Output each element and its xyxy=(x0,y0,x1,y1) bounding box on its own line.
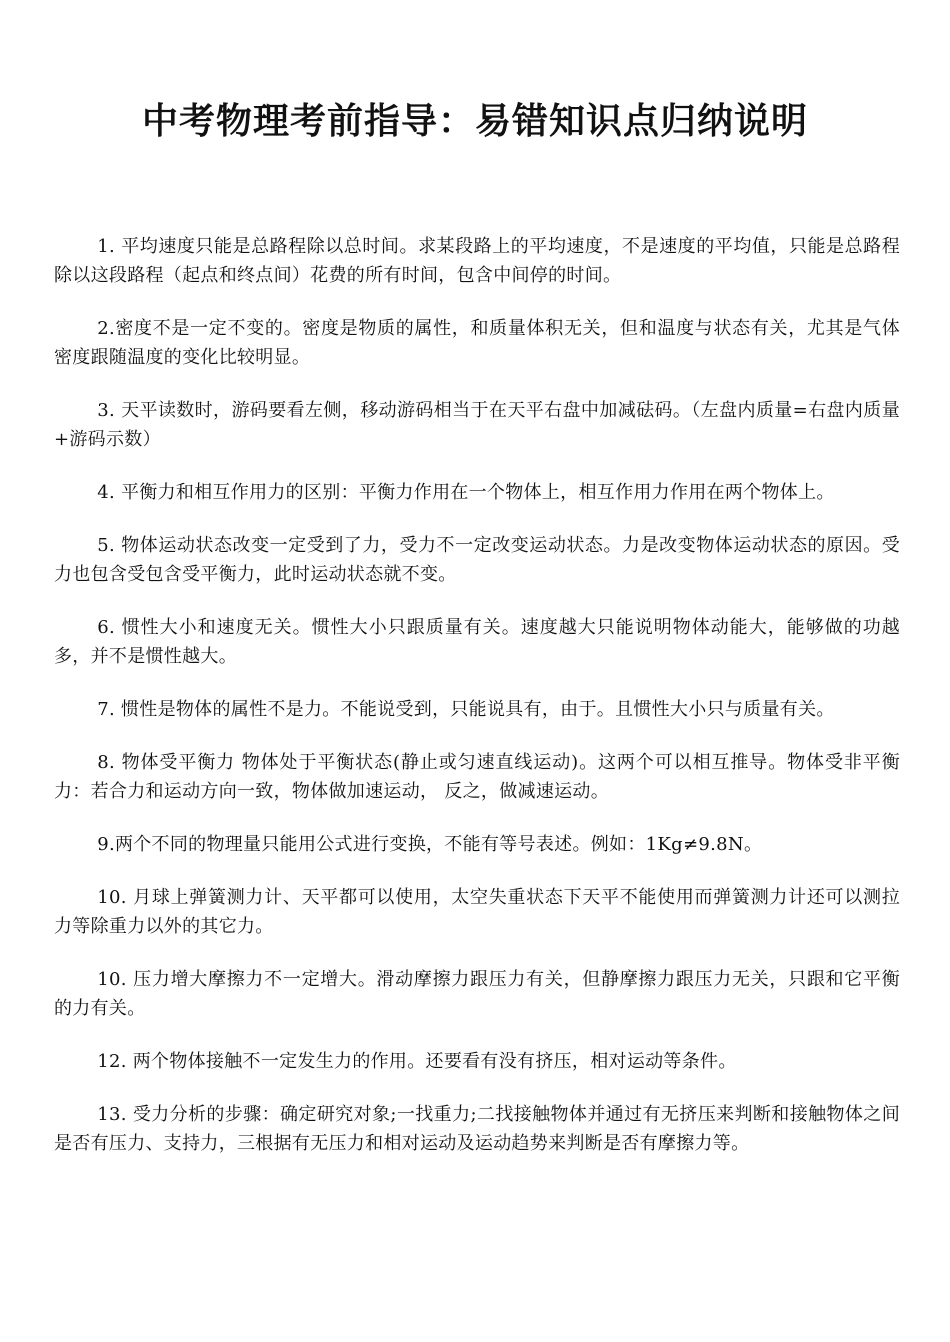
page-title: 中考物理考前指导：易错知识点归纳说明 xyxy=(141,101,808,142)
paragraph-2: 2.密度不是一定不变的。密度是物质的属性，和质量体积无关，但和温度与状态有关，尤其是气体密度跟随温度的变化比较明显。 xyxy=(54,318,900,368)
paragraph-12: 12. 两个物体接触不一定发生力的作用。还要看有没有挤压，相对运动等条件。 xyxy=(97,1051,737,1072)
paragraph-5: 5. 物体运动状态改变一定受到了力，受力不一定改变运动状态。力是改变物体运动状态的原因。受力也包含受包含受平衡力，此时运动状态就不变。 xyxy=(54,535,900,585)
paragraph-1: 1. 平均速度只能是总路程除以总时间。求某段路上的平均速度，不是速度的平均值，只能是总路程除以这段路程（起点和终点间）花费的所有时间，包含中间停的时间。 xyxy=(54,236,900,286)
document-body xyxy=(54,232,900,1182)
paragraph-4: 4. 平衡力和相互作用力的区别：平衡力作用在一个物体上，相互作用力作用在两个物体上。 xyxy=(97,482,835,503)
paragraph-3: 3. 天平读数时，游码要看左侧，移动游码相当于在天平右盘中加减砝码。（左盘内质量=右盘内质量+游码示数） xyxy=(54,400,900,450)
paragraph-13: 13. 受力分析的步骤：确定研究对象;一找重力;二找接触物体并通过有无挤压来判断和接触物体之间是否有压力、支持力，三根据有无压力和相对运动及运动趋势来判断是否有摩擦力等。 xyxy=(54,1104,900,1154)
paragraph-7: 7. 惯性是物体的属性不是力。不能说受到，只能说具有，由于。且惯性大小只与质量有关。 xyxy=(97,699,835,720)
paragraph-11: 10. 压力增大摩擦力不一定增大。滑动摩擦力跟压力有关，但静摩擦力跟压力无关，只跟和它平衡的力有关。 xyxy=(54,969,900,1019)
paragraph-8: 8. 物体受平衡力 物体处于平衡状态(静止或匀速直线运动)。这两个可以相互推导。物体受非平衡力：若合力和运动方向一致，物体做加速运动， 反之，做减速运动。 xyxy=(54,752,900,802)
paragraph-9: 9.两个不同的物理量只能用公式进行变换，不能有等号表述。例如：1Kg≠9.8N。 xyxy=(97,834,763,855)
paragraph-10: 10. 月球上弹簧测力计、天平都可以使用，太空失重状态下天平不能使用而弹簧测力计还可以测拉力等除重力以外的其它力。 xyxy=(54,887,900,937)
paragraph-6: 6. 惯性大小和速度无关。惯性大小只跟质量有关。速度越大只能说明物体动能大，能够做的功越多，并不是惯性越大。 xyxy=(54,617,900,667)
